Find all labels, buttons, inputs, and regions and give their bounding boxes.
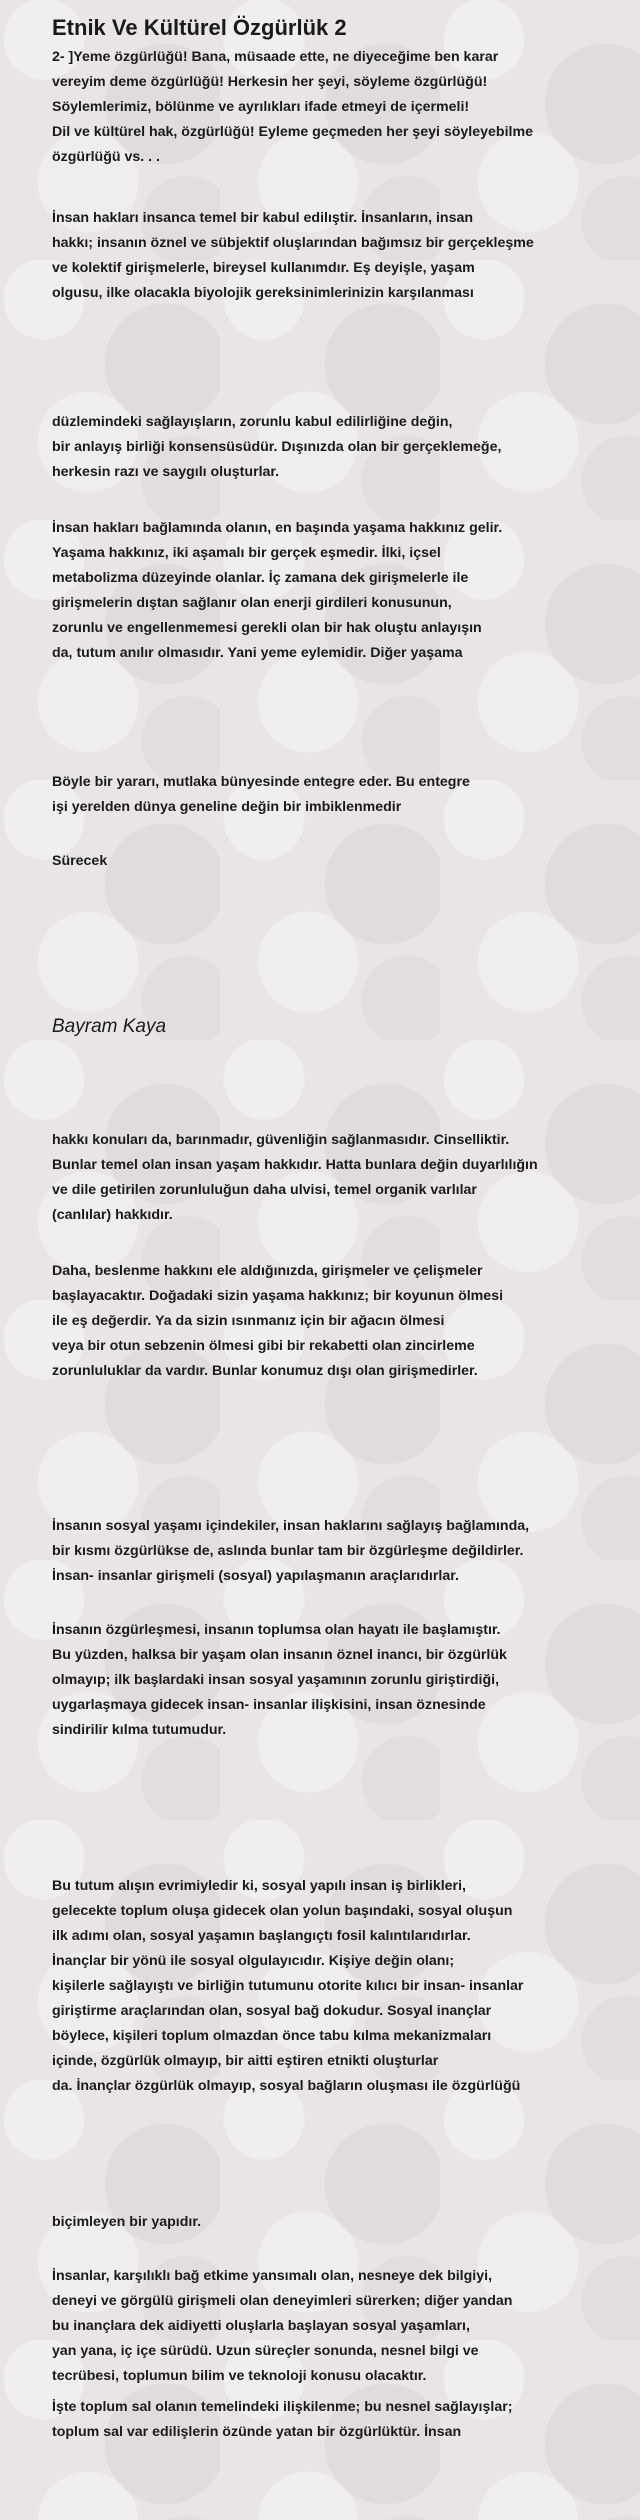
paragraph-10: Bu tutum alışın evrimiyledir ki, sosyal yapılı insan iş birlikleri, gelecekte toplum oluşa gidecek olan yolun başındaki, sosyal oluşun ilk adımı olan, sosyal yaşamın başlangıçtı fosil kalıntılarıdırlar. İnançlar bir yönü ile sosyal olgulayıcıdır. Kişiye değin olanı; kişilerle sağlayıştı ve birliğin tutumunu otorite kılıcı bir insan- insanlar giriştirme araçlarından olan, sosyal bağ dokudur. Sosyal inançlar böylece, kişileri toplum olmazdan önce tabu kılma mekanizmaları içinde, özgürlük olmayıp, bir aitti eştiren etnikti oluşturlar da. İnançlar özgürlük olmayıp, sosyal bağların oluşması ile özgürlüğü bbox=[52, 1878, 524, 2094]
page-title: Etnik Ve Kültürel Özgürlük 2 bbox=[52, 15, 347, 40]
paragraph-2: İnsan hakları insanca temel bir kabul edilıştir. İnsanların, insan hakkı; insanın öznel ve sübjektif oluşlarından bağımsız bir gerçekleşme ve kolektif girişmelerle, bireysel kullanımdır. Eş deyişle, yaşam olgusu, ilke olacakla biyolojik gereksinimlerinizin karşılanması bbox=[52, 210, 534, 301]
paragraph-8: İnsanın sosyal yaşamı içindekiler, insan haklarını sağlayış bağlamında, bir kısmı özgürlükse de, aslında bunlar tam bir özgürleşme değildirler. İnsan- insanlar girişmeli (sosyal) yapılaşmanın araçlarıdırlar. bbox=[52, 1518, 530, 1584]
paragraph-5: Böyle bir yararı, mutlaka bünyesinde entegre eder. Bu entegre işi yerelden dünya geneline değin bir imbiklenmedir bbox=[52, 774, 470, 815]
paragraph-1: 2- ]Yeme özgürlüğü! Bana, müsaade ette, ne diyeceğime ben karar vereyim deme özgürlüğü! Herkesin her şeyi, söyleme özgürlüğü! Söylemlerimiz, bölünme ve ayrılıkları ifade etmeyi de içermeli! Dil ve kültürel hak, özgürlüğü! Eyleme geçmeden her şeyi söyleyebilme özgürlüğü vs. . . bbox=[52, 49, 533, 165]
author-name: Bayram Kaya bbox=[52, 1016, 167, 1037]
paragraph-3: düzlemindeki sağlayışların, zorunlu kabul edilirliğine değin, bir anlayış birliği konsensüsüdür. Dışınızda olan bir gerçeklemeğe, herkesin razı ve saygılı oluşturlar. bbox=[52, 414, 502, 480]
paragraph-13: İşte toplum sal olanın temelindeki ilişkilenme; bu nesnel sağlayışlar; toplum sal var edilişlerin özünde yatan bir özgürlüktür. İnsan bbox=[52, 2399, 513, 2440]
paragraph-11: biçimleyen bir yapıdır. bbox=[52, 2214, 202, 2230]
paragraph-6: hakkı konuları da, barınmadır, güvenliğin sağlanmasıdır. Cinselliktir. Bunlar temel olan insan yaşam hakkıdır. Hatta bunlara değin duyarlılığın ve dile getirilen zorunluluğun daha ulvisi, temel organik varlılar (canlılar) hakkıdır. bbox=[52, 1132, 538, 1223]
paragraph-4: İnsan hakları bağlamında olanın, en başında yaşama hakkınız gelir. Yaşama hakkınız, iki aşamalı bir gerçek eşmedir. İlki, içsel metabolizma düzeyinde olanlar. İç zamana dek girişmelerle ile girişmelerin dıştan sağlanır olan enerji girdileri konusunun, zorunlu ve engellenmemesi gerekli olan bir hak oluştu anlayışın da, tutum anılır olmasıdır. Yani yeme eylemidir. Diğer yaşama bbox=[52, 520, 503, 661]
paragraph-continued: Sürecek bbox=[52, 853, 108, 869]
paragraph-12: İnsanlar, karşılıklı bağ etkime yansımalı olan, nesneye dek bilgiyi, deneyi ve görgülü girişmeli olan deneyimleri sürerken; diğer yandan bu inançlara dek aidiyetti oluşlarla başlayan sosyal yaşamları, yan yana, iç içe sürüdü. Uzun süreçler sonunda, nesnel bilgi ve tecrübesi, toplumun bilim ve teknoloji konusu olacaktır. bbox=[52, 2268, 513, 2384]
paragraph-7: Daha, beslenme hakkını ele aldığınızda, girişmeler ve çelişmeler başlayacaktır. Doğadaki sizin yaşama hakkınız; bir koyunun ölmesi ile eş değerdir. Ya da sizin ısınmanız için bir ağacın ölmesi veya bir otun sebzenin ölmesi gibi bir rekabetti olan zincirleme zorunluluklar da vardır. Bunlar konumuz dışı olan girişmedirler. bbox=[52, 1263, 504, 1379]
paragraph-9: İnsanın özgürleşmesi, insanın toplumsa olan hayatı ile başlamıştır. Bu yüzden, halksa bir yaşam olan insanın öznel inancı, bir özgürlük olmayıp; ilk başlardaki insan sosyal yaşamının zorunlu giriştirdiği, uygarlaşmaya gidecek insan- insanlar ilişkisini, insan öznesinde sindirilir kılma tutumudur. bbox=[52, 1622, 507, 1738]
